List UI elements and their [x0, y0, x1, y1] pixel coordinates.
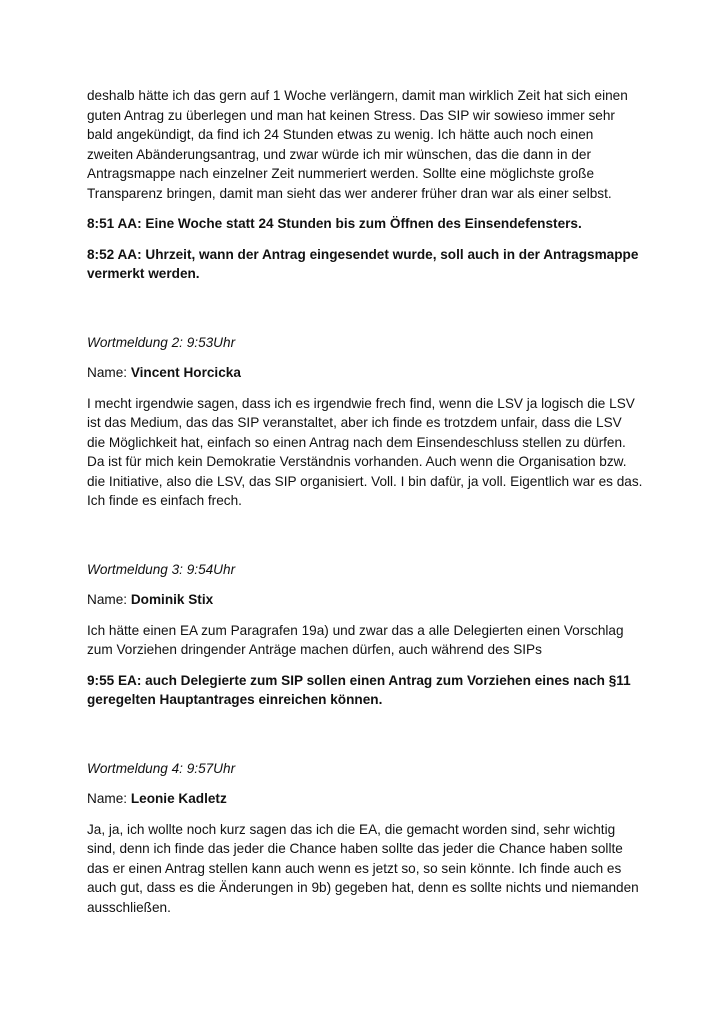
speech-heading: Wortmeldung 2: 9:53Uhr — [87, 334, 236, 350]
motion-amendment-1: 8:51 AA: Eine Woche statt 24 Stunden bis zum Öffnen des Einsendefensters. — [87, 216, 582, 231]
speech-text: I mecht irgendwie sagen, dass ich es irgendwie frech find, wenn die LSV ja logisch die LSV ist das Medium, das das SIP veranstaltet, aber ich finde es trotzdem unfair, dass die LSV die Möglichkeit hat, einfach so einen Antrag nach dem Einsendeschluss stellen zu dürfen. Da ist für mich kein Demokratie Verständnis vorhanden. Auch wenn die Organisation bzw. die Initiative, also die LSV, das SIP organisiert. Voll. I bin dafür, ja voll. Eigentlich war es das. Ich finde es einfach frech. — [87, 395, 643, 508]
speech-heading: Wortmeldung 3: 9:54Uhr — [87, 561, 236, 577]
name-label: Name: — [87, 791, 128, 806]
speaker-line — [87, 590, 643, 610]
speech-text: Ich hätte einen EA zum Paragrafen 19a) und zwar das a alle Delegierten einen Vorschlag zum Vorziehen dringender Anträge machen dürfen, auch während des SIPs — [87, 622, 624, 657]
name-label: Name: — [87, 592, 128, 607]
speaker-line — [87, 363, 643, 383]
motion-amendment: 9:55 EA: auch Delegierte zum SIP sollen einen Antrag zum Vorziehen eines nach §11 geregelten Hauptantrages einreichen können. — [87, 672, 631, 707]
motion-amendment-2: 8:52 AA: Uhrzeit, wann der Antrag eingesendet wurde, soll auch in der Antragsmappe vermerkt werden. — [87, 246, 639, 281]
section-gap — [87, 522, 643, 560]
intro-paragraph: deshalb hätte ich das gern auf 1 Woche verlängern, damit man wirklich Zeit hat sich einen guten Antrag zu überlegen und man hat keinen Stress. Das SIP wir sowieso immer sehr bald angekündigt, da find ich 24 Stunden etwas zu wenig. Ich hätte auch noch einen zweiten Abänderungsantrag, und zwar würde ich mir wünschen, das die dann in der Antragsmappe nach einzelner Zeit nummeriert werden. Sollte eine möglichste große Transparenz bringen, damit man sieht das wer anderer früher dran war als einer selbst. — [87, 88, 628, 201]
speaker-name: Leonie Kadletz — [130, 791, 227, 806]
speaker-name: Vincent Horcicka — [130, 365, 241, 380]
speaker-line — [87, 789, 643, 809]
speech-heading: Wortmeldung 4: 9:57Uhr — [87, 760, 236, 776]
section-gap — [87, 295, 643, 333]
name-label: Name: — [87, 365, 128, 380]
section-gap — [87, 721, 643, 759]
document-content — [87, 86, 643, 928]
speech-text: Ja, ja, ich wollte noch kurz sagen das ich die EA, die gemacht worden sind, sehr wichtig sind, denn ich finde das jeder die Chance haben sollte das jeder die Chance haben sollte das er einen Antrag stellen kann auch wenn es jetzt so, so sein könnte. Ich finde auch es auch gut, dass es die Änderungen in 9b) gegeben hat, denn es sollte nichts und niemanden ausschließen. — [87, 821, 639, 915]
speaker-name: Dominik Stix — [130, 592, 214, 607]
